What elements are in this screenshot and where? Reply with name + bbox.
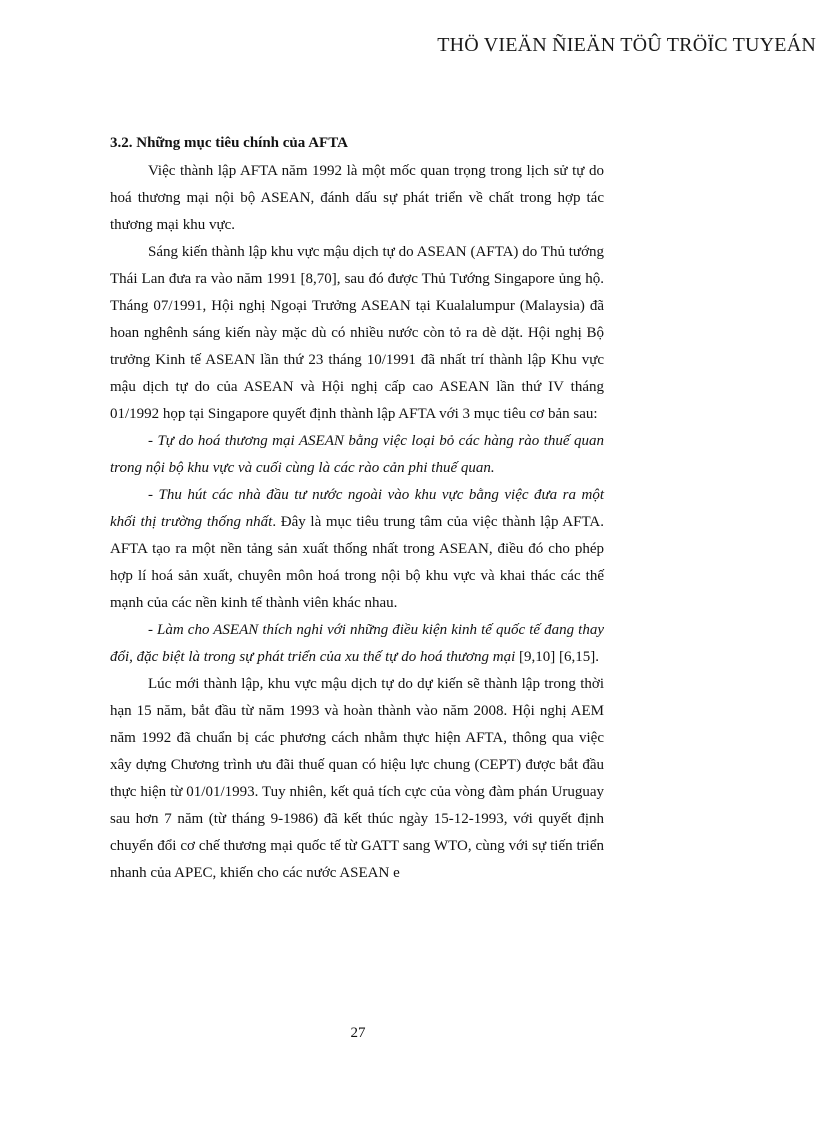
page-header: THÖ VIEÄN ÑIEÄN TÖÛ TRÖÏC TUYEÁN: [437, 34, 816, 56]
goal-2-text: . Đây là mục tiêu trung tâm của việc thành lập AFTA. AFTA tạo ra một nền tảng sản xuất thống nhất trong ASEAN, điều đó cho phép hợp lí hoá sản xuất, chuyên môn hoá trong nội bộ khu vực và khai thác các thế mạnh của các nền kinh tế thành viên khác nhau.: [110, 514, 604, 611]
goal-item-3: [110, 617, 604, 671]
goal-2-italic-text: - Thu hút các nhà đầu tư nước ngoài vào khu vực bằng việc đưa ra một khối thị trường thống nhất: [110, 487, 604, 530]
page-number: 27: [350, 1025, 366, 1041]
paragraph-timeline: Lúc mới thành lập, khu vực mậu dịch tự do dự kiến sẽ thành lập trong thời hạn 15 năm, bắt đầu từ năm 1993 và hoàn thành vào năm 2008. Hội nghị AEM năm 1992 đã chuẩn bị các phương cách nhằm thực hiện AFTA, thông qua việc xây dựng Chương trình ưu đãi thuế quan có hiệu lực chung (CEPT) được bắt đầu thực hiện từ 01/01/1993. Tuy nhiên, kết quả tích cực của vòng đàm phán Uruguay sau hơn 7 năm (từ tháng 9-1986) đã kết thúc ngày 15-12-1993, với quyết định chuyển đổi cơ chế thương mại quốc tế từ GATT sang WTO, cùng với sự tiến triển nhanh của APEC, khiến cho các nước ASEAN e: [110, 676, 604, 881]
paragraph-initiative: Sáng kiến thành lập khu vực mậu dịch tự do ASEAN (AFTA) do Thủ tướng Thái Lan đưa ra vào năm 1991 [8,70], sau đó được Thủ Tướng Singapore ủng hộ. Tháng 07/1991, Hội nghị Ngoại Trưởng ASEAN tại Kualalumpur (Malaysia) đã hoan nghênh sáng kiến này mặc dù có nhiều nước còn tỏ ra dè dặt. Hội nghị Bộ trưởng Kinh tế ASEAN lần thứ 23 tháng 10/1991 đã nhất trí thành lập Khu vực mậu dịch tự do của ASEAN và Hội nghị cấp cao ASEAN lần thứ IV tháng 01/1992 họp tại Singapore quyết định thành lập AFTA với 3 mục tiêu cơ bản sau:: [110, 244, 604, 422]
paragraph-intro: Việc thành lập AFTA năm 1992 là một mốc quan trọng trong lịch sử tự do hoá thương mại nội bộ ASEAN, đánh dấu sự phát triển về chất trong hợp tác thương mại khu vực.: [110, 163, 604, 233]
goal-item-1: [110, 428, 604, 482]
section-heading: 3.2. Những mục tiêu chính của AFTA: [110, 135, 348, 151]
document-body: [110, 134, 604, 887]
goal-item-2: [110, 482, 604, 617]
goal-1-text: - Tự do hoá thương mại ASEAN bằng việc loại bỏ các hàng rào thuế quan trong nội bộ khu vực và cuối cùng là các rào cản phi thuế quan.: [110, 433, 604, 476]
goal-3-italic-text: - Làm cho ASEAN thích nghi với những điều kiện kinh tế quốc tế đang thay đổi, đặc biệt là trong sự phát triển của xu thế tự do hoá thương mại: [110, 622, 604, 665]
goal-3-citation: [9,10] [6,15].: [515, 649, 600, 665]
